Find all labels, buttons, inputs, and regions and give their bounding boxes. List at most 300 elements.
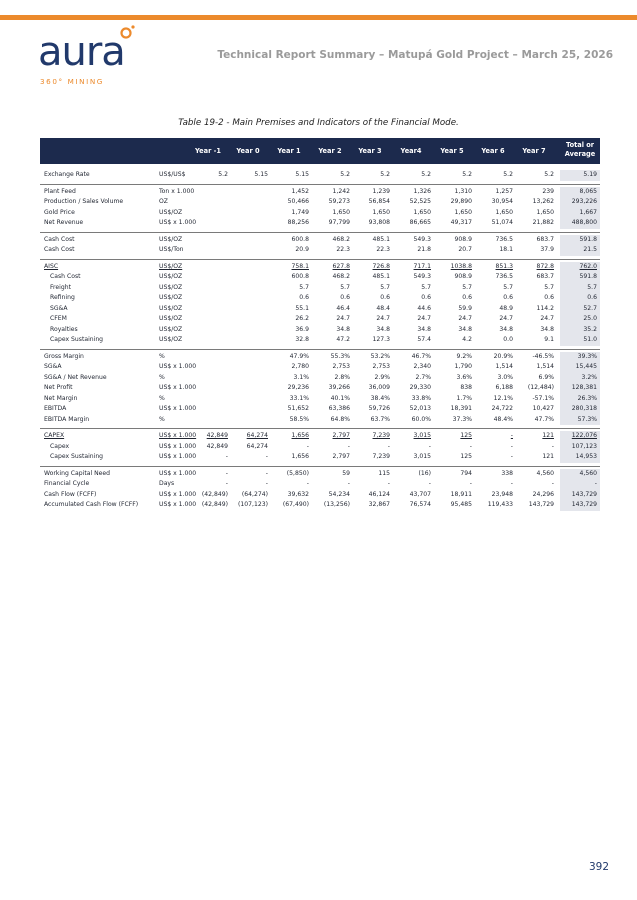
value-cell: 0.6	[340, 294, 350, 301]
value-cell: 1,650	[495, 208, 513, 216]
value-cell: 2.8%	[334, 373, 350, 381]
value-cell: 51,652	[287, 405, 309, 412]
value-cell: (42,849)	[201, 501, 228, 508]
table-row	[40, 490, 600, 501]
table-row	[40, 325, 600, 336]
value-cell: 5.7	[340, 283, 350, 291]
value-cell: 0.6	[421, 294, 431, 301]
value-cell: 5.7	[380, 283, 390, 291]
total-header-line1: Total or	[565, 141, 595, 149]
total-value: 52.7	[583, 304, 597, 312]
value-cell: 794	[460, 469, 472, 477]
value-cell: 1,242	[332, 187, 350, 195]
row-label: Gold Price	[44, 208, 75, 216]
value-cell: -57.1%	[532, 394, 554, 402]
value-cell: 22.3	[376, 246, 390, 253]
total-cell	[560, 262, 600, 273]
value-cell: 5.2	[340, 171, 350, 178]
value-cell: 53.2%	[370, 352, 390, 360]
value-cell: 121	[542, 453, 554, 460]
table-row	[40, 442, 600, 453]
value-cell: 3.1%	[293, 373, 309, 381]
value-cell: -	[225, 469, 228, 477]
value-cell: 59,726	[368, 405, 390, 412]
table-header-row	[40, 138, 600, 164]
value-cell: -	[347, 442, 350, 450]
value-cell: (13,256)	[323, 501, 350, 508]
value-cell: 46,124	[368, 490, 390, 498]
total-value: 21.5	[583, 246, 597, 253]
row-unit: US$/OZ	[159, 294, 183, 301]
row-unit: US$/OZ	[159, 283, 183, 291]
value-cell: 34.8	[540, 325, 554, 333]
value-cell: 59	[342, 469, 350, 477]
total-cell	[560, 325, 600, 336]
row-unit: US$/OZ	[159, 262, 183, 270]
value-cell: 1,656	[291, 432, 309, 439]
value-cell: 683.7	[536, 273, 554, 280]
row-label: Gross Margin	[44, 352, 84, 360]
value-cell: 58.5%	[289, 415, 309, 423]
value-cell: 5.2	[503, 171, 513, 178]
value-cell: 37.3%	[452, 415, 472, 423]
value-cell: 143,729	[528, 501, 554, 508]
value-cell: 47.2	[336, 336, 350, 343]
header-accent-bar	[0, 15, 637, 20]
value-cell: -	[428, 442, 431, 450]
row-label: Net Revenue	[44, 219, 84, 226]
value-cell: 57.4	[417, 336, 431, 343]
row-unit: US$ x 1.000	[159, 363, 197, 370]
row-unit: OZ	[159, 198, 168, 205]
total-cell	[560, 469, 600, 480]
value-cell: 51,074	[491, 219, 513, 226]
value-cell: 55.1	[295, 304, 309, 312]
row-unit: %	[159, 415, 165, 423]
value-cell: 42,849	[206, 432, 228, 439]
value-cell: 36.9	[295, 325, 309, 333]
row-unit: US$ x 1.000	[159, 501, 197, 508]
value-cell: 736.5	[495, 273, 513, 280]
value-cell: 52,525	[409, 198, 431, 205]
row-unit: US$ x 1.000	[159, 405, 197, 412]
value-cell: -	[265, 453, 268, 460]
row-unit: US$/OZ	[159, 235, 183, 243]
value-cell: 24,722	[491, 405, 513, 412]
value-cell: 93,808	[368, 219, 390, 226]
row-label: Cash Flow (FCFF)	[44, 490, 97, 498]
row-unit: US$/OZ	[159, 304, 183, 312]
row-unit: US$/OZ	[159, 273, 183, 280]
value-cell: 34.8	[376, 325, 390, 333]
total-cell	[560, 383, 600, 394]
value-cell: 20.7	[458, 246, 472, 253]
value-cell: 24.7	[499, 315, 513, 322]
total-value: 5.19	[583, 171, 597, 178]
value-cell: 32.8	[295, 336, 309, 343]
value-cell: 88,256	[287, 219, 309, 226]
value-cell: 34.8	[336, 325, 350, 333]
table-row	[40, 218, 600, 229]
row-label: Capex Sustaining	[50, 336, 104, 343]
value-cell: 34.8	[499, 325, 513, 333]
value-cell: (12,484)	[527, 384, 554, 391]
total-value: 280,318	[571, 405, 597, 412]
row-label: Production / Sales Volume	[44, 198, 124, 205]
row-unit: Ton x 1.000	[159, 187, 195, 195]
row-unit: US$/OZ	[159, 325, 183, 333]
value-cell: 24,296	[532, 490, 554, 498]
value-cell: 1,514	[495, 363, 513, 370]
table-row	[40, 352, 600, 363]
row-unit: US$/OZ	[159, 336, 183, 343]
value-cell: 21,882	[532, 219, 554, 226]
value-cell: 24.7	[336, 315, 350, 322]
value-cell: 56,854	[368, 198, 390, 205]
financial-table	[40, 138, 600, 511]
table-row	[40, 170, 600, 181]
value-cell: 63.7%	[370, 415, 390, 423]
value-cell: 49,317	[450, 219, 472, 226]
value-cell: 549.3	[413, 235, 431, 243]
total-header-line2: Average	[564, 150, 596, 158]
value-cell: 59,273	[328, 198, 350, 205]
value-cell: 5.7	[421, 283, 431, 291]
value-cell: 5.2	[218, 171, 228, 178]
logo-orbit-icon	[117, 22, 139, 44]
total-cell	[560, 394, 600, 405]
value-cell: 76,574	[409, 501, 431, 508]
value-cell: 23,948	[491, 490, 513, 498]
total-value: 128,381	[571, 384, 597, 391]
value-cell: -	[510, 453, 513, 460]
row-label: CFEM	[50, 315, 67, 322]
total-value: 25.0	[583, 315, 597, 322]
column-header: Year4	[400, 147, 422, 155]
table-row	[40, 235, 600, 246]
value-cell: 0.6	[299, 294, 309, 301]
value-cell: 32,867	[368, 501, 390, 508]
total-value: 15,445	[575, 363, 597, 370]
value-cell: -	[225, 453, 228, 460]
total-cell	[560, 500, 600, 511]
row-label: SG&A	[44, 363, 62, 370]
value-cell: 48.9	[499, 304, 513, 312]
row-unit: US$ x 1.000	[159, 469, 197, 477]
value-cell: 10,427	[532, 405, 554, 412]
value-cell: 549.3	[413, 273, 431, 280]
value-cell: 40.1%	[330, 394, 350, 402]
row-unit: US$ x 1.000	[159, 384, 197, 391]
value-cell: 5.15	[254, 171, 268, 178]
value-cell: (67,490)	[282, 501, 309, 508]
total-value: 143,729	[571, 501, 597, 508]
value-cell: 24.7	[417, 315, 431, 322]
value-cell: 736.5	[495, 235, 513, 243]
column-header: Year 3	[358, 147, 382, 155]
value-cell: 3,015	[413, 432, 431, 439]
value-cell: 0.6	[380, 294, 390, 301]
value-cell: 36,009	[368, 384, 390, 391]
value-cell: 683.7	[536, 235, 554, 243]
value-cell: 485.1	[372, 273, 390, 280]
value-cell: -	[387, 480, 390, 487]
table-row	[40, 452, 600, 463]
total-value: 0.6	[587, 294, 597, 301]
value-cell: 115	[378, 469, 390, 477]
total-value: 1,667	[579, 208, 597, 216]
row-label: Plant Feed	[44, 187, 76, 195]
table-row	[40, 208, 600, 219]
value-cell: 5.7	[544, 283, 554, 291]
row-unit: %	[159, 352, 165, 360]
table-row	[40, 362, 600, 373]
total-value: 293,226	[571, 198, 597, 205]
value-cell: 338	[501, 469, 513, 477]
total-cell	[560, 362, 600, 373]
value-cell: 38.4%	[370, 394, 390, 402]
value-cell: 600.8	[291, 273, 309, 280]
value-cell: 4.2	[462, 336, 472, 343]
value-cell: 22.3	[336, 246, 350, 253]
table-row	[40, 304, 600, 315]
value-cell: 60.0%	[411, 415, 431, 423]
total-value: 39.3%	[577, 352, 597, 360]
value-cell: 1,790	[454, 363, 472, 370]
value-cell: 5.15	[295, 171, 309, 178]
total-header-label	[560, 141, 600, 159]
value-cell: 29,236	[287, 384, 309, 391]
table-row	[40, 479, 600, 490]
value-cell: 47.7%	[534, 415, 554, 423]
value-cell: 758.1	[291, 262, 309, 270]
total-value: 107,123	[571, 442, 597, 450]
value-cell: 34.8	[417, 325, 431, 333]
table-row	[40, 283, 600, 294]
value-cell: 20.9%	[493, 352, 513, 360]
value-cell: -	[347, 480, 350, 487]
row-unit: US$/Ton	[159, 246, 184, 253]
row-unit: US$ x 1.000	[159, 432, 197, 439]
value-cell: 42,849	[206, 442, 228, 450]
value-cell: 18,911	[450, 490, 472, 498]
total-value: 57.3%	[577, 415, 597, 423]
total-cell	[560, 304, 600, 315]
table-row	[40, 262, 600, 273]
total-cell	[560, 218, 600, 229]
row-unit: US$/US$	[159, 171, 186, 178]
total-cell	[560, 415, 600, 426]
value-cell: 5.2	[462, 171, 472, 178]
table-row	[40, 373, 600, 384]
table-row	[40, 469, 600, 480]
row-unit: %	[159, 373, 165, 381]
total-value: 143,729	[571, 490, 597, 498]
row-label: Cash Cost	[44, 246, 75, 253]
value-cell: 114.2	[536, 304, 554, 312]
value-cell: 1,656	[291, 453, 309, 460]
value-cell: 0.6	[544, 294, 554, 301]
value-cell: 5.2	[421, 171, 431, 178]
row-label: SG&A	[50, 304, 68, 312]
value-cell: 1,650	[413, 208, 431, 216]
table-row	[40, 245, 600, 256]
table-row	[40, 187, 600, 198]
value-cell: 95,485	[450, 501, 472, 508]
total-value: 8,065	[579, 187, 597, 195]
value-cell: 2,753	[332, 363, 350, 370]
row-label: Cash Cost	[50, 273, 81, 280]
value-cell: 6.9%	[538, 373, 554, 381]
value-cell: 125	[460, 453, 472, 460]
value-cell: -	[306, 442, 309, 450]
column-header: Year 2	[318, 147, 342, 155]
total-value: 488,800	[571, 219, 597, 226]
column-header: Year 1	[277, 147, 301, 155]
value-cell: 50,466	[287, 198, 309, 205]
value-cell: 1038.8	[450, 262, 472, 270]
value-cell: 48.4%	[493, 415, 513, 423]
value-cell: 2,797	[332, 432, 350, 439]
value-cell: 1,452	[291, 187, 309, 195]
total-cell	[560, 170, 600, 181]
row-label: Refining	[50, 294, 75, 301]
total-cell	[560, 187, 600, 198]
value-cell: -	[469, 480, 472, 487]
value-cell: 0.6	[462, 294, 472, 301]
total-value: 26.3%	[577, 394, 597, 402]
value-cell: 64,274	[246, 442, 268, 450]
value-cell: 717.1	[413, 262, 431, 270]
report-title: Technical Report Summary – Matupá Gold Project – March 25, 2026	[217, 49, 613, 61]
total-value: 5.7	[587, 283, 597, 291]
total-cell	[560, 283, 600, 294]
total-cell	[560, 431, 600, 442]
value-cell: 5.7	[462, 283, 472, 291]
value-cell: 1,326	[413, 187, 431, 195]
value-cell: 26.2	[295, 315, 309, 322]
table-row	[40, 272, 600, 283]
value-cell: (16)	[418, 469, 431, 477]
value-cell: 838	[460, 384, 472, 391]
value-cell: 39,266	[328, 384, 350, 391]
total-cell	[560, 335, 600, 346]
total-value: 4,560	[579, 469, 597, 477]
value-cell: -	[306, 480, 309, 487]
value-cell: 726.8	[372, 262, 390, 270]
value-cell: 1,239	[372, 187, 390, 195]
value-cell: 1,749	[291, 208, 309, 216]
value-cell: 9.2%	[456, 352, 472, 360]
total-value: 14,953	[575, 453, 597, 460]
value-cell: 600.8	[291, 235, 309, 243]
value-cell: 2,780	[291, 363, 309, 370]
row-label: Net Margin	[44, 394, 78, 402]
value-cell: 908.9	[454, 235, 472, 243]
value-cell: -	[510, 442, 513, 450]
table-row	[40, 383, 600, 394]
row-unit: Days	[159, 480, 175, 487]
total-cell	[560, 293, 600, 304]
total-value: 762.0	[579, 262, 597, 270]
value-cell: -46.5%	[532, 352, 554, 360]
total-value: 51.0	[583, 336, 597, 343]
value-cell: 86,665	[409, 219, 431, 226]
total-column-header	[560, 138, 600, 158]
page-number: 392	[588, 861, 609, 873]
total-value: 122,076	[571, 432, 597, 439]
row-unit: US$ x 1.000	[159, 453, 197, 460]
value-cell: 24.7	[458, 315, 472, 322]
value-cell: 5.7	[503, 283, 513, 291]
total-cell	[560, 197, 600, 208]
value-cell: -	[510, 432, 513, 439]
value-cell: 239	[542, 187, 554, 195]
value-cell: 39,632	[287, 490, 309, 498]
value-cell: 24.7	[376, 315, 390, 322]
logo-wordmark: aura	[38, 29, 125, 75]
value-cell: 872.8	[536, 262, 554, 270]
value-cell: 121	[542, 432, 554, 439]
value-cell: 55.3%	[330, 352, 350, 360]
total-cell	[560, 235, 600, 246]
value-cell: 0.6	[503, 294, 513, 301]
value-cell: 0.0	[503, 336, 513, 343]
row-label: Capex	[50, 442, 70, 450]
value-cell: 46.7%	[411, 352, 431, 360]
row-label: Capex Sustaining	[50, 453, 104, 460]
column-header: Year 0	[236, 147, 260, 155]
table-row	[40, 415, 600, 426]
table-row	[40, 394, 600, 405]
row-unit: US$ x 1.000	[159, 219, 197, 226]
value-cell: 97,799	[328, 219, 350, 226]
value-cell: 9.1	[544, 336, 554, 343]
row-label: CAPEX	[44, 432, 65, 439]
total-value: 591.8	[579, 235, 597, 243]
row-label: Freight	[50, 283, 71, 291]
value-cell: 3,015	[413, 453, 431, 460]
total-cell	[560, 373, 600, 384]
column-header: Year 6	[481, 147, 505, 155]
row-label: EBITDA Margin	[44, 415, 90, 423]
value-cell: 43,707	[409, 490, 431, 498]
row-label: AISC	[44, 262, 59, 270]
logo-tagline: 360° MINING	[40, 77, 104, 86]
value-cell: 4,560	[536, 469, 554, 477]
table-row	[40, 335, 600, 346]
value-cell: -	[551, 442, 554, 450]
value-cell: 52,013	[409, 405, 431, 412]
value-cell: 29,890	[450, 198, 472, 205]
value-cell: (107,123)	[238, 501, 268, 508]
value-cell: 64,274	[246, 432, 268, 439]
value-cell: 468.2	[332, 235, 350, 243]
value-cell: -	[428, 480, 431, 487]
table-row	[40, 431, 600, 442]
value-cell: 2,340	[413, 363, 431, 370]
value-cell: (42,849)	[201, 490, 228, 498]
value-cell: 44.6	[417, 304, 431, 312]
value-cell: -	[510, 480, 513, 487]
value-cell: 18,391	[450, 405, 472, 412]
row-unit: US$ x 1.000	[159, 442, 197, 450]
table-caption: Table 19-2 - Main Premises and Indicators of the Financial Mode.	[178, 118, 459, 128]
value-cell: 6,188	[495, 384, 513, 391]
row-label: Exchange Rate	[44, 171, 90, 178]
row-unit: %	[159, 394, 165, 402]
row-unit: US$ x 1.000	[159, 490, 197, 498]
